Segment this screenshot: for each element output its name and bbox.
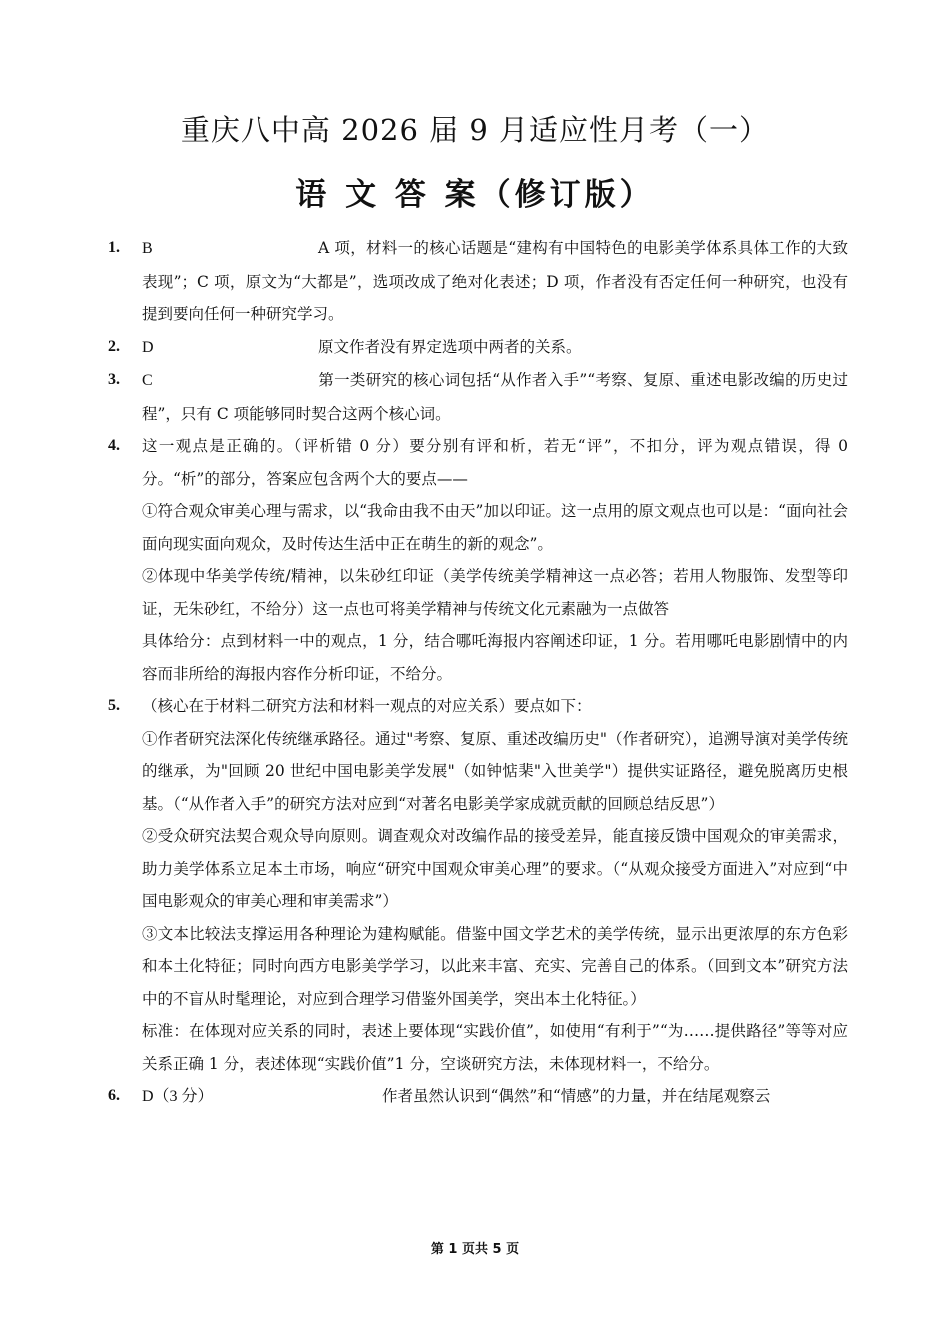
- page-footer: 第 1 页共 5 页: [430, 1242, 520, 1257]
- item-number: 2.: [108, 337, 120, 355]
- answer-item-5: [108, 690, 848, 1080]
- item-paragraph: ②体现中华美学传统/精神，以朱砂红印证（美学传统美学精神这一点必答；若用人物服饰、发型等印证，无朱砂红，不给分）这一点也可将美学精神与传统文化元素融为一点做答: [142, 567, 848, 618]
- item-answer: D: [142, 338, 154, 356]
- item-answer: D（3 分）: [142, 1088, 214, 1105]
- item-paragraph: 具体给分：点到材料一中的观点，1 分，结合哪吒海报内容阐述印证，1 分。若用哪吒电影剧情中的内容而非所给的海报内容作分析印证，不给分。: [142, 632, 848, 683]
- item-paragraph: ①符合观众审美心理与需求，以“我命由我不由天”加以印证。这一点用的原文观点也可以是：“面向社会面向现实面向观众，及时传达生活中正在萌生的新的观念”。: [142, 502, 848, 553]
- item-explanation: 第一类研究的核心词包括“从作者入手”“考察、复原、重述电影改编的历史过程”，只有 C 项能够同时契合这两个核心词。: [142, 371, 848, 423]
- item-explanation: A 项，材料一的核心话题是“建构有中国特色的电影美学体系具体工作的大致表现”；C 项，原文为“大都是”，选项改成了绝对化表述；D 项，作者没有否定任何一种研究，也没有提到要向任何一种研究学习。: [142, 239, 848, 323]
- document-title: 重庆八中高 2026 届 9 月适应性月考（一）: [180, 113, 770, 147]
- item-number: 5.: [108, 697, 120, 714]
- item-number: 6.: [108, 1087, 120, 1104]
- item-text: [142, 331, 848, 365]
- item-paragraph: ①作者研究法深化传统继承路径。通过"考察、复原、重述改编历史"（作者研究），追溯导演对美学传统的继承，为"回顾 20 世纪中国电影美学发展"（如钟惦棐"入世美学"）提供实证路径，避免脱离历史根基。（“从作者入手”的研究方法对应到“对著名电影美学家成就贡献的回顾总结反思”）: [142, 729, 848, 813]
- answer-item-3: [108, 364, 848, 430]
- item-text: [142, 1080, 848, 1114]
- item-paragraph: （核心在于材料二研究方法和材料一观点的对应关系）要点如下：: [142, 697, 592, 715]
- item-explanation: 原文作者没有界定选项中两者的关系。: [318, 337, 582, 356]
- item-answer: B: [142, 240, 153, 257]
- answer-item-2: [108, 331, 848, 365]
- answer-list: [108, 232, 848, 1114]
- answer-item-6: [108, 1080, 848, 1114]
- answer-item-1: [108, 232, 848, 331]
- item-explanation: 作者虽然认识到“偶然”和“情感”的力量，并在结尾观察云: [382, 1087, 771, 1105]
- item-text: [142, 232, 848, 331]
- item-number: 1.: [108, 239, 120, 256]
- item-paragraph: 标准：在体现对应关系的同时，表述上要体现“实践价值”，如使用“有利于”“为……提供路径”等等对应关系正确 1 分，表述体现“实践价值”1 分，空谈研究方法，未体现材料一，不给分。: [142, 1022, 848, 1073]
- item-answer: C: [142, 372, 153, 389]
- item-paragraph: ③文本比较法支撑运用各种理论为建构赋能。借鉴中国文学艺术的美学传统，显示出更浓厚的东方色彩和本土化特征；同时向西方电影美学学习，以此来丰富、充实、完善自己的体系。（回到文本”研究方法中的不盲从时髦理论，对应到合理学习借鉴外国美学，突出本土化特征。）: [142, 924, 848, 1008]
- item-number: 3.: [108, 371, 120, 388]
- document-subtitle: 语 文 答 案（修订版）: [295, 177, 655, 213]
- item-paragraph: 这一观点是正确的。（评析错 0 分）要分别有评和析，若无“评”，不扣分，评为观点错误，得 0 分。“析”的部分，答案应包含两个大的要点——: [142, 437, 848, 488]
- item-text: [142, 364, 848, 430]
- item-paragraph: ②受众研究法契合观众导向原则。调查观众对改编作品的接受差异，能直接反馈中国观众的审美需求，助力美学体系立足本土市场，响应“研究中国观众审美心理”的要求。（“从观众接受方面进入”对应到“中国电影观众的审美心理和审美需求”）: [142, 827, 848, 910]
- item-number: 4.: [108, 437, 120, 454]
- answer-item-4: [108, 430, 848, 690]
